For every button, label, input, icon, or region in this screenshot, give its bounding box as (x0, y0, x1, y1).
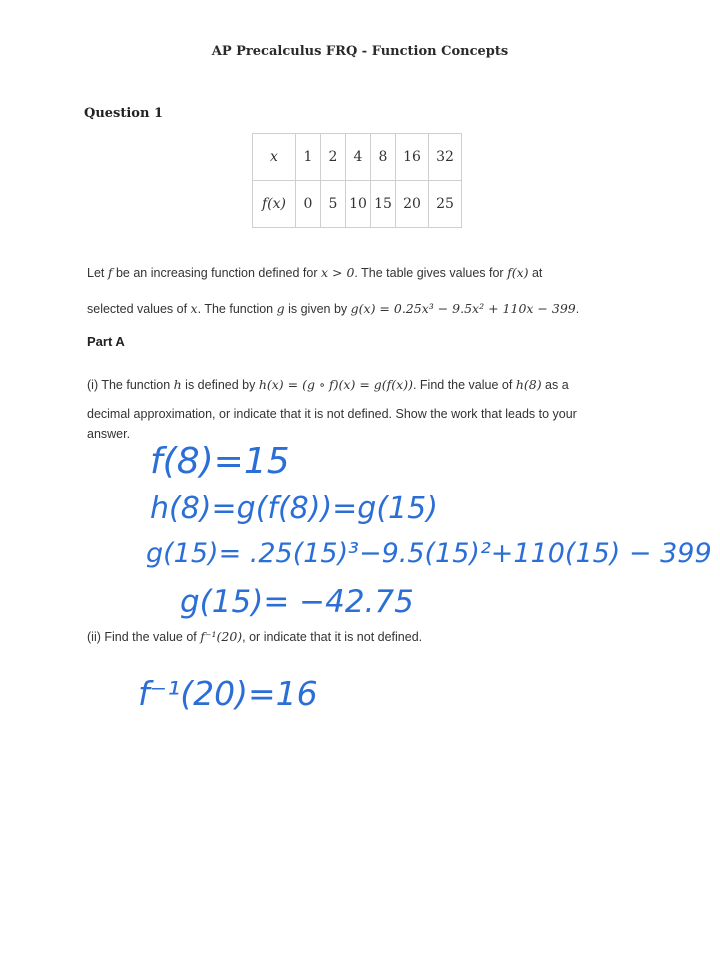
math-fragment: h(x) = (g ∘ f)(x) = g(f(x)) (258, 377, 413, 392)
text-fragment: (i) The function (87, 378, 174, 392)
text-fragment: is defined by (181, 378, 259, 392)
text-fragment: as a (541, 378, 569, 392)
text-fragment: . (575, 302, 580, 316)
table-cell: 5 (321, 181, 346, 228)
text-fragment: at (528, 266, 543, 280)
table-cell: 32 (429, 134, 462, 181)
text-fragment: . Find the value of (412, 378, 516, 392)
math-fragment: f(x) (507, 265, 529, 280)
text-fragment: . The table gives values for (354, 266, 508, 280)
handwriting-line-g15-expansion: g(15)= .25(15)³−9.5(15)²+110(15) − 399 (146, 538, 712, 569)
table-cell: 1 (296, 134, 321, 181)
table-row-fx (253, 181, 462, 228)
handwriting-line-g15-result: g(15)= −42.75 (180, 584, 414, 620)
math-fragment: h(8) (515, 377, 542, 392)
table-cell: 25 (429, 181, 462, 228)
table-cell: 4 (346, 134, 371, 181)
values-table (252, 133, 462, 228)
table-cell: 10 (346, 181, 371, 228)
table-row-x (253, 134, 462, 181)
part-a-heading: Part A (87, 334, 125, 349)
table-cell: 20 (396, 181, 429, 228)
text-fragment: (ii) Find the value of (87, 630, 201, 644)
math-fragment: g (276, 301, 285, 316)
intro-line-2 (87, 299, 667, 319)
math-fragment: x > 0 (320, 265, 355, 280)
math-fragment: f (107, 265, 113, 280)
table-header-fx: f(x) (253, 181, 296, 228)
table-cell: 16 (396, 134, 429, 181)
question-heading: Question 1 (84, 106, 164, 121)
math-fragment: h (173, 377, 182, 392)
table-header-x: x (253, 134, 296, 181)
text-fragment: Let (87, 266, 108, 280)
part-a-i-line-2: decimal approximation, or indicate that it is not defined. Show the work that leads to your (87, 407, 577, 421)
table-cell: 15 (371, 181, 396, 228)
table-cell: 8 (371, 134, 396, 181)
text-fragment: selected values of (87, 302, 191, 316)
handwriting-line-finverse: f⁻¹(20)=16 (138, 674, 318, 713)
math-fragment: x (190, 301, 198, 316)
text-fragment: . The function (197, 302, 277, 316)
document-title: AP Precalculus FRQ - Function Concepts (211, 44, 509, 59)
part-a-i-line-1 (87, 375, 647, 395)
text-fragment: be an increasing function defined for (112, 266, 321, 280)
handwriting-line-f8: f(8)=15 (150, 441, 290, 482)
intro-line-1 (87, 263, 647, 283)
math-fragment: f⁻¹(20) (200, 629, 243, 644)
handwriting-line-h8: h(8)=g(f(8))=g(15) (150, 491, 438, 526)
text-fragment: , or indicate that it is not defined. (242, 630, 423, 644)
text-fragment: is given by (284, 302, 351, 316)
table-cell: 0 (296, 181, 321, 228)
part-a-ii-line (87, 627, 647, 647)
part-a-i-line-3: answer. (87, 427, 131, 441)
table-cell: 2 (321, 134, 346, 181)
math-fragment: g(x) = 0.25x³ − 9.5x² + 110x − 399 (350, 301, 576, 316)
